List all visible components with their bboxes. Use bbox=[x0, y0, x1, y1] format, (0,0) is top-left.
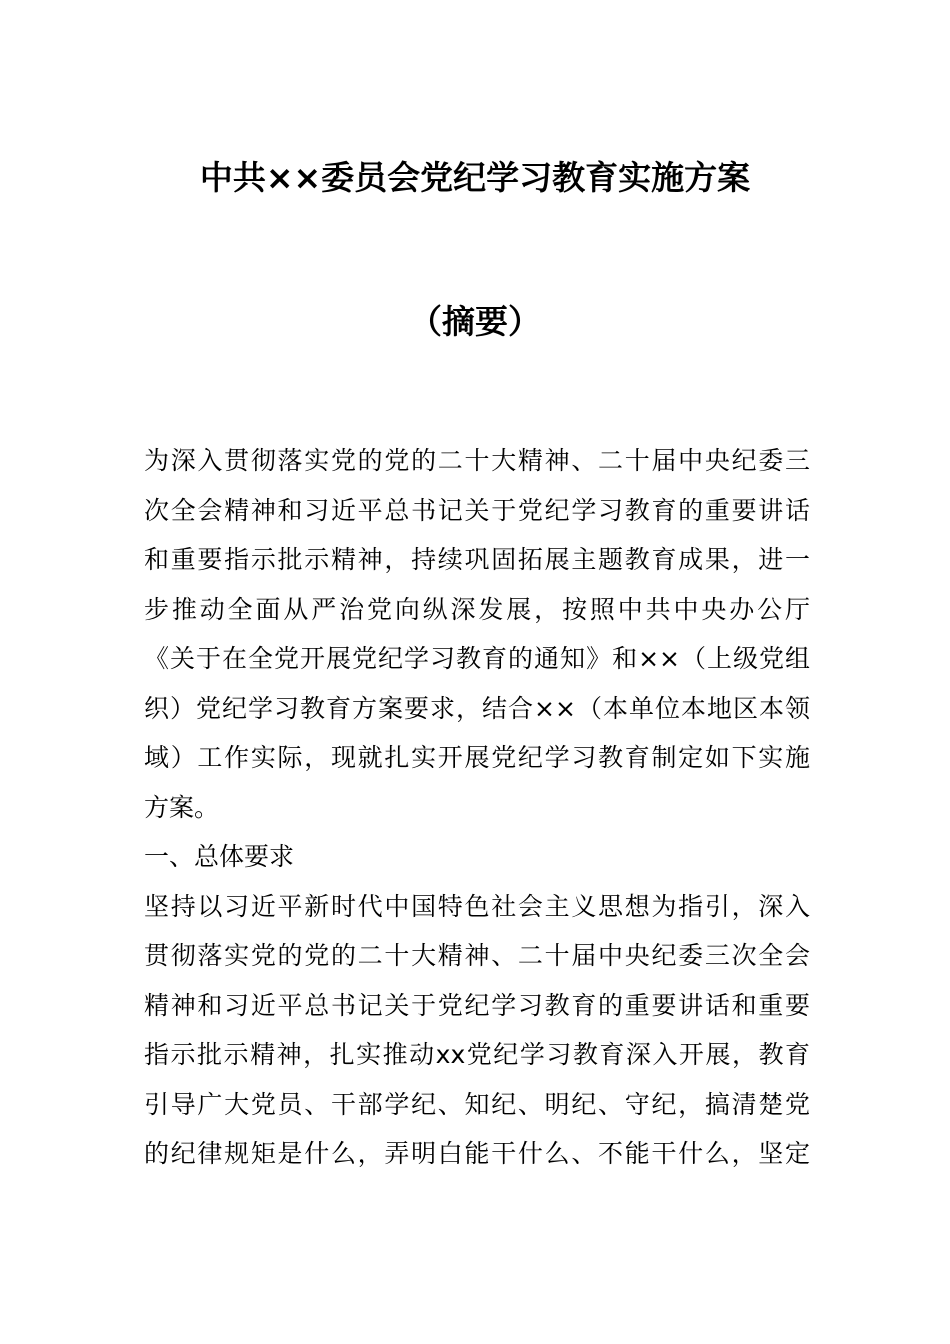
body-line: 方案。 bbox=[144, 792, 220, 822]
body-line: 织）党纪学习教育方案要求，结合××（本单位本地区本领 bbox=[144, 693, 810, 723]
body-line: 坚持以习近平新时代中国特色社会主义思想为指引，深入 bbox=[144, 891, 810, 921]
body-line: 《关于在全党开展党纪学习教育的通知》和××（上级党组 bbox=[144, 644, 810, 673]
body-line: 域）工作实际，现就扎实开展党纪学习教育制定如下实施 bbox=[144, 743, 810, 772]
section-heading: 一、总体要求 bbox=[144, 842, 295, 871]
body-line: 指示批示精神，扎实推动xx党纪学习教育深入开展，教育 bbox=[144, 1040, 810, 1069]
body-line: 步推动全面从严治党向纵深发展，按照中共中央办公厅 bbox=[144, 594, 810, 624]
document-subtitle: （摘要） bbox=[409, 302, 541, 341]
body-line: 贯彻落实党的党的二十大精神、二十届中央纪委三次全会 bbox=[144, 941, 810, 970]
body-line: 为深入贯彻落实党的党的二十大精神、二十届中央纪委三 bbox=[144, 446, 810, 475]
body-line: 和重要指示批示精神，持续巩固拓展主题教育成果，进一 bbox=[144, 545, 810, 574]
body-line: 精神和习近平总书记关于党纪学习教育的重要讲话和重要 bbox=[144, 990, 810, 1020]
document-title: 中共××委员会党纪学习教育实施方案 bbox=[199, 158, 751, 197]
document-body bbox=[144, 436, 810, 1179]
body-line: 引导广大党员、干部学纪、知纪、明纪、守纪，搞清楚党 bbox=[144, 1089, 810, 1119]
body-line: 的纪律规矩是什么，弄明白能干什么、不能干什么，坚定 bbox=[144, 1139, 810, 1168]
body-line: 次全会精神和习近平总书记关于党纪学习教育的重要讲话 bbox=[144, 495, 810, 525]
